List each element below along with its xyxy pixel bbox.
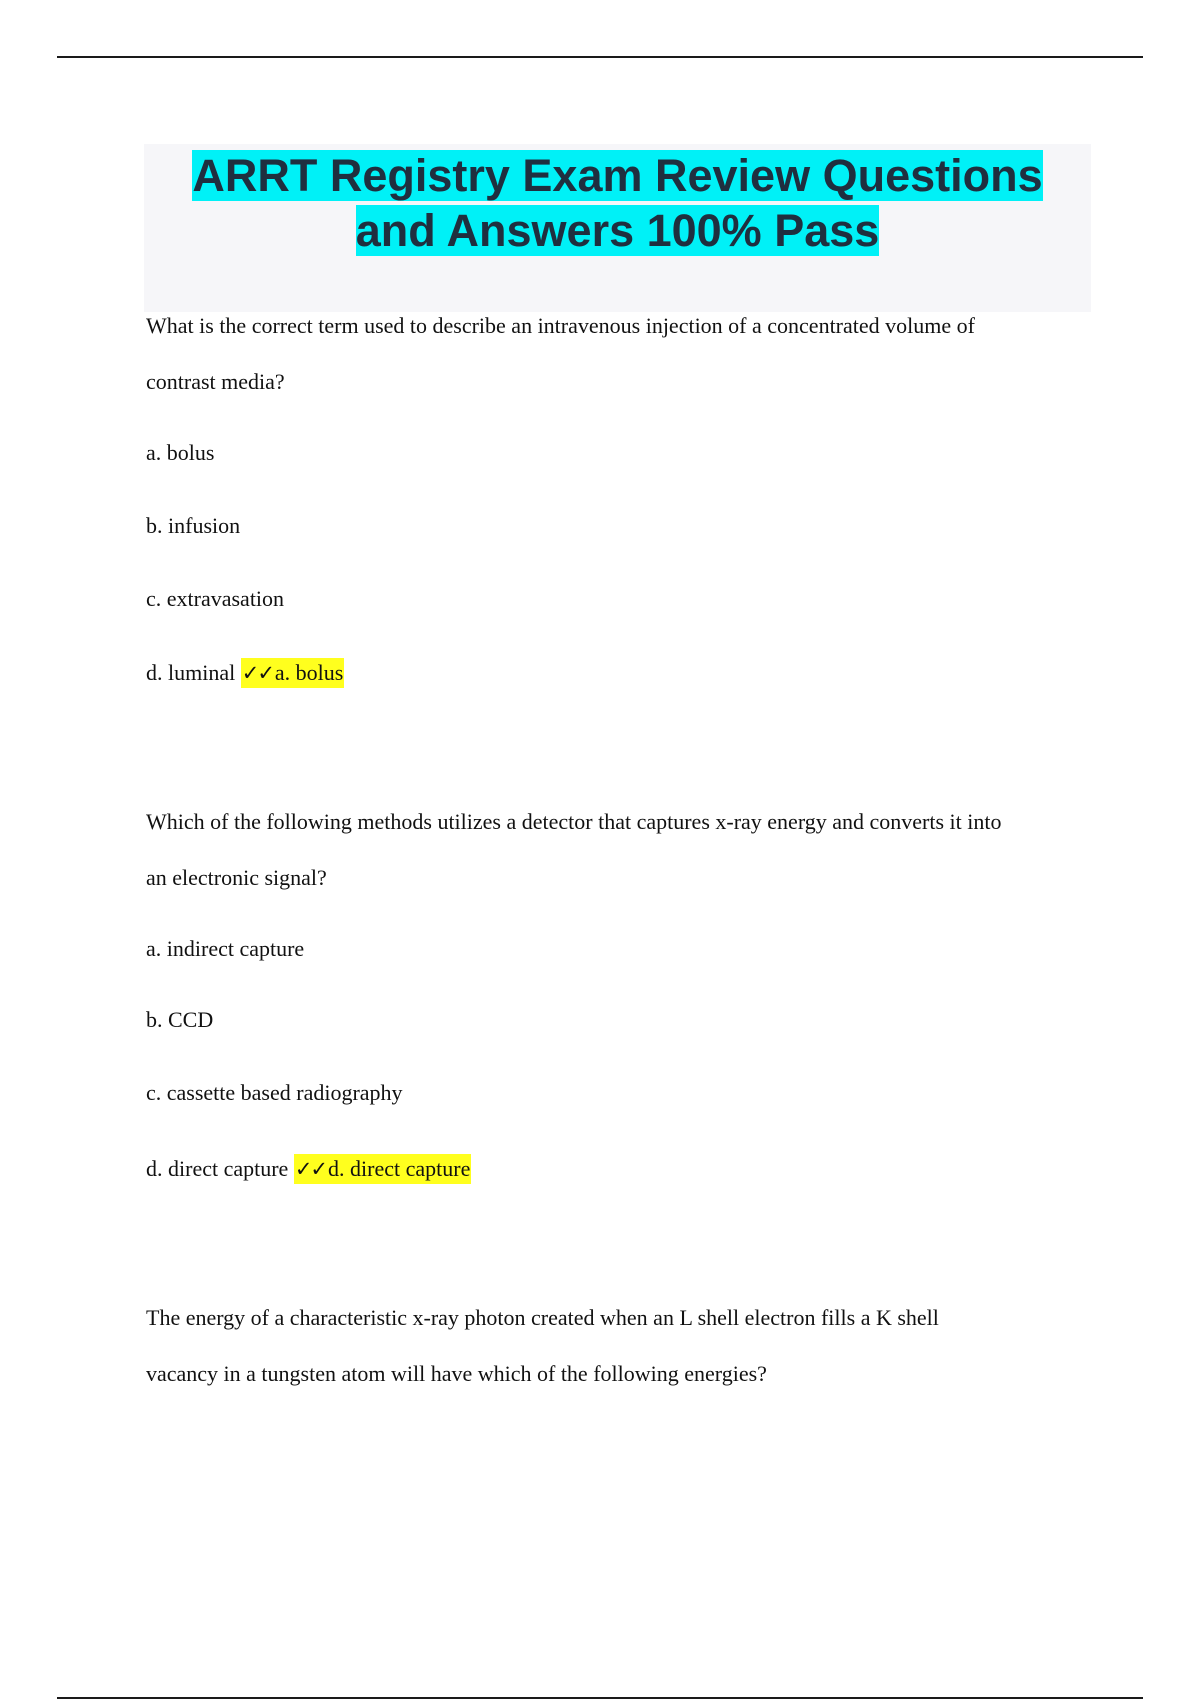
checkmark-icon: ✓✓	[241, 661, 273, 685]
question-2-line-1: Which of the following methods utilizes a detector that captures x-ray energy and converts it into	[146, 809, 1002, 834]
question-1-text	[146, 298, 1096, 410]
question-3-line-1: The energy of a characteristic x-ray photon created when an L shell electron fills a K shell	[146, 1305, 939, 1330]
question-2-option-a: a. indirect capture	[146, 936, 305, 961]
question-2-option-b: b. CCD	[146, 1007, 214, 1032]
question-2-option-d-line	[146, 1154, 471, 1184]
question-1-option-d-line	[146, 658, 344, 688]
question-2-text	[146, 794, 1096, 906]
document-title	[144, 144, 1091, 258]
question-1-option-b: b. infusion	[146, 513, 241, 538]
question-2-answer-highlight	[294, 1154, 472, 1184]
question-1-answer-highlight	[241, 658, 345, 688]
question-2-option-d: d. direct capture	[146, 1156, 289, 1181]
question-1-option-a: a. bolus	[146, 440, 215, 465]
question-3-text	[146, 1290, 1096, 1402]
title-line-2: and Answers 100% Pass	[355, 205, 880, 256]
question-3-line-2: vacancy in a tungsten atom will have which of the following energies?	[146, 1361, 767, 1386]
header-rule	[57, 56, 1143, 58]
question-1-answer: a. bolus	[274, 660, 344, 685]
checkmark-icon: ✓✓	[294, 1157, 327, 1181]
question-1-option-c: c. extravasation	[146, 586, 285, 611]
question-1-line-1: What is the correct term used to describe an intravenous injection of a concentrated volume of	[146, 313, 975, 338]
question-2-line-2: an electronic signal?	[146, 865, 327, 890]
question-1-line-2: contrast media?	[146, 369, 285, 394]
footer-rule	[57, 1697, 1143, 1699]
question-1-option-d: d. luminal	[146, 660, 236, 685]
title-block	[144, 144, 1091, 312]
title-line-1: ARRT Registry Exam Review Questions	[192, 150, 1043, 201]
question-2-answer: d. direct capture	[328, 1156, 471, 1181]
question-2-option-c: c. cassette based radiography	[146, 1080, 403, 1105]
